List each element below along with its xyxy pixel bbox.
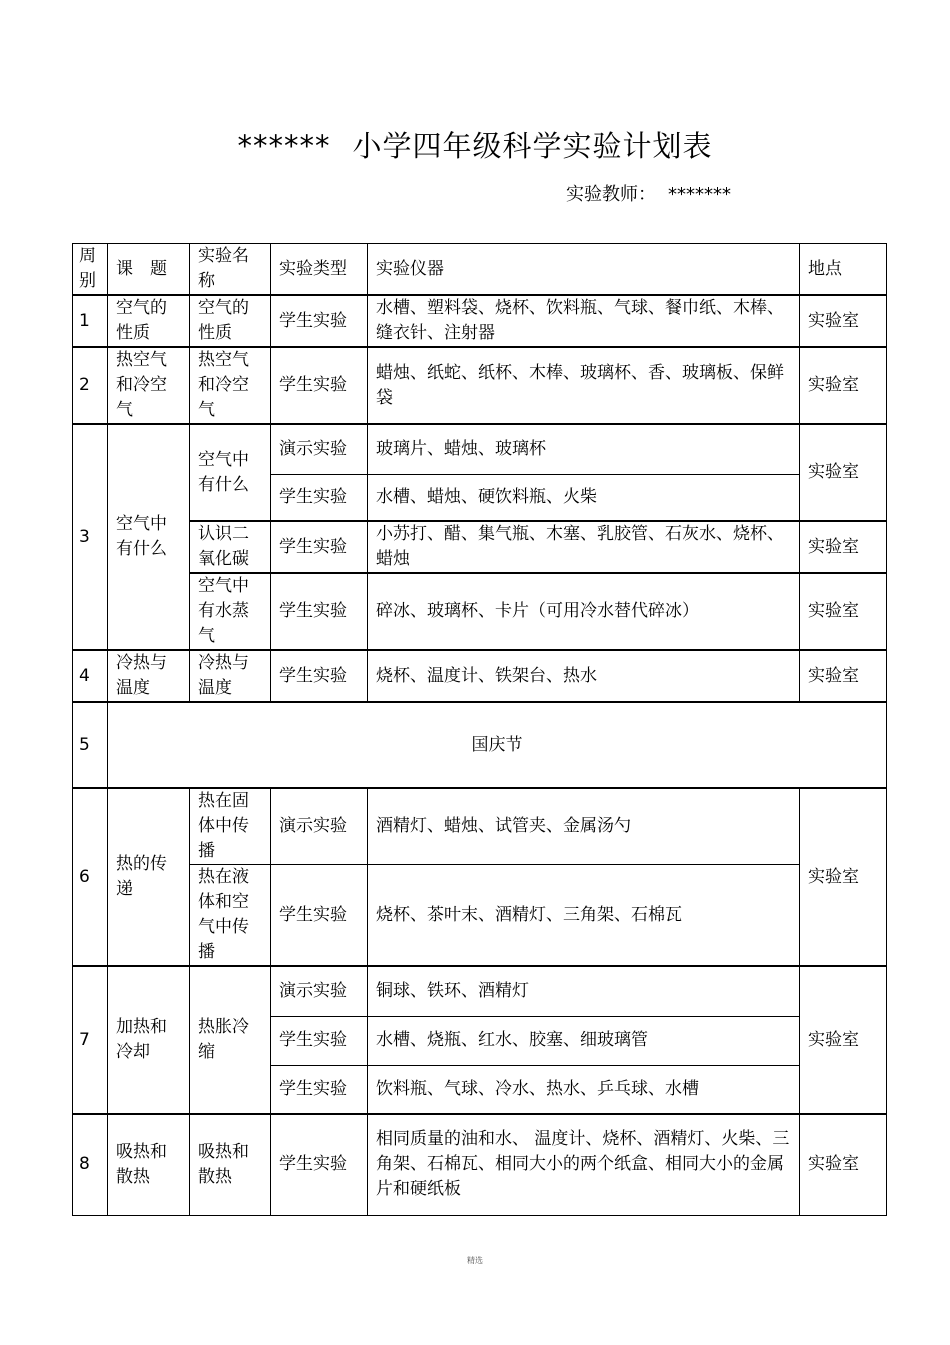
header-name: 实验名称 (190, 244, 271, 296)
experiment-name-cell: 热胀冷缩 (190, 966, 271, 1114)
type-cell: 学生实验 (271, 474, 368, 521)
experiment-name-cell: 空气中有水蒸气 (190, 573, 271, 650)
equipment-cell: 相同质量的油和水、 温度计、烧杯、酒精灯、火柴、三角架、石棉瓦、相同大小的两个纸盒、相同大小的金属片和硬纸板 (368, 1114, 800, 1215)
header-equipment: 实验仪器 (368, 244, 800, 296)
type-cell: 学生实验 (271, 650, 368, 702)
equipment-cell: 铜球、铁环、酒精灯 (368, 966, 800, 1016)
type-cell: 学生实验 (271, 1016, 368, 1065)
week-cell: 1 (73, 295, 108, 347)
topic-cell: 吸热和散热 (108, 1114, 190, 1215)
table-row (73, 966, 887, 1016)
table-row (73, 865, 887, 967)
type-cell: 演示实验 (271, 966, 368, 1016)
type-cell: 演示实验 (271, 424, 368, 474)
table-row (73, 347, 887, 424)
location-cell: 实验室 (800, 788, 887, 966)
table-row (73, 1114, 887, 1215)
location-cell: 实验室 (800, 521, 887, 573)
location-cell: 实验室 (800, 573, 887, 650)
holiday-cell: 国庆节 (108, 702, 887, 788)
week-cell: 5 (73, 702, 108, 788)
location-cell: 实验室 (800, 650, 887, 702)
equipment-cell: 烧杯、温度计、铁架台、热水 (368, 650, 800, 702)
experiment-name-cell: 吸热和散热 (190, 1114, 271, 1215)
equipment-cell: 烧杯、茶叶末、酒精灯、三角架、石棉瓦 (368, 865, 800, 967)
week-cell: 4 (73, 650, 108, 702)
page-title (0, 124, 950, 165)
topic-cell: 热空气和冷空气 (108, 347, 190, 424)
type-cell: 学生实验 (271, 573, 368, 650)
topic-cell: 空气的性质 (108, 295, 190, 347)
experiment-name-cell: 热在液体和空气中传播 (190, 865, 271, 967)
title-text: 小学四年级科学实验计划表 (352, 129, 713, 163)
week-cell: 8 (73, 1114, 108, 1215)
experiment-name-cell: 热在固体中传播 (190, 788, 271, 865)
header-location: 地点 (800, 244, 887, 296)
table-row (73, 295, 887, 347)
type-cell: 学生实验 (271, 1114, 368, 1215)
type-cell: 学生实验 (271, 521, 368, 573)
experiment-name-cell: 冷热与温度 (190, 650, 271, 702)
equipment-cell: 酒精灯、蜡烛、试管夹、金属汤勺 (368, 788, 800, 865)
type-cell: 学生实验 (271, 865, 368, 967)
location-cell: 实验室 (800, 1114, 887, 1215)
equipment-cell: 碎冰、玻璃杯、卡片（可用冷水替代碎冰） (368, 573, 800, 650)
equipment-cell: 水槽、烧瓶、红水、胶塞、细玻璃管 (368, 1016, 800, 1065)
location-cell: 实验室 (800, 347, 887, 424)
table-row (73, 521, 887, 573)
week-cell: 3 (73, 424, 108, 650)
equipment-cell: 水槽、蜡烛、硬饮料瓶、火柴 (368, 474, 800, 521)
equipment-cell: 蜡烛、纸蛇、纸杯、木棒、玻璃杯、香、玻璃板、保鲜袋 (368, 347, 800, 424)
type-cell: 学生实验 (271, 347, 368, 424)
week-cell: 7 (73, 966, 108, 1114)
experiment-plan-table (72, 243, 887, 1216)
equipment-cell: 水槽、塑料袋、烧杯、饮料瓶、气球、餐巾纸、木棒、缝衣针、注射器 (368, 295, 800, 347)
footer-label: 精选 (467, 1256, 483, 1265)
topic-cell: 加热和冷却 (108, 966, 190, 1114)
title-stars: ****** (237, 129, 331, 163)
type-cell: 学生实验 (271, 295, 368, 347)
topic-cell: 冷热与温度 (108, 650, 190, 702)
equipment-cell: 饮料瓶、气球、冷水、热水、乒乓球、水槽 (368, 1065, 800, 1114)
header-week: 周别 (73, 244, 108, 296)
table-row (73, 788, 887, 865)
experiment-name-cell: 空气中有什么 (190, 424, 271, 521)
table-row (73, 573, 887, 650)
table-row (73, 424, 887, 474)
header-type: 实验类型 (271, 244, 368, 296)
type-cell: 演示实验 (271, 788, 368, 865)
location-cell: 实验室 (800, 966, 887, 1114)
topic-cell: 空气中有什么 (108, 424, 190, 650)
table-row (73, 650, 887, 702)
location-cell: 实验室 (800, 295, 887, 347)
location-cell: 实验室 (800, 424, 887, 521)
experiment-name-cell: 热空气和冷空气 (190, 347, 271, 424)
week-cell: 2 (73, 347, 108, 424)
experiment-name-cell: 空气的性质 (190, 295, 271, 347)
type-cell: 学生实验 (271, 1065, 368, 1114)
equipment-cell: 玻璃片、蜡烛、玻璃杯 (368, 424, 800, 474)
topic-cell: 热的传递 (108, 788, 190, 966)
teacher-line (566, 180, 731, 206)
experiment-name-cell: 认识二氧化碳 (190, 521, 271, 573)
header-topic: 课 题 (108, 244, 190, 296)
equipment-cell: 小苏打、醋、集气瓶、木塞、乳胶管、石灰水、烧杯、蜡烛 (368, 521, 800, 573)
table-header-row (73, 244, 887, 296)
teacher-value: ******* (668, 184, 731, 205)
teacher-label: 实验教师： (566, 184, 656, 205)
table-row (73, 702, 887, 788)
week-cell: 6 (73, 788, 108, 966)
